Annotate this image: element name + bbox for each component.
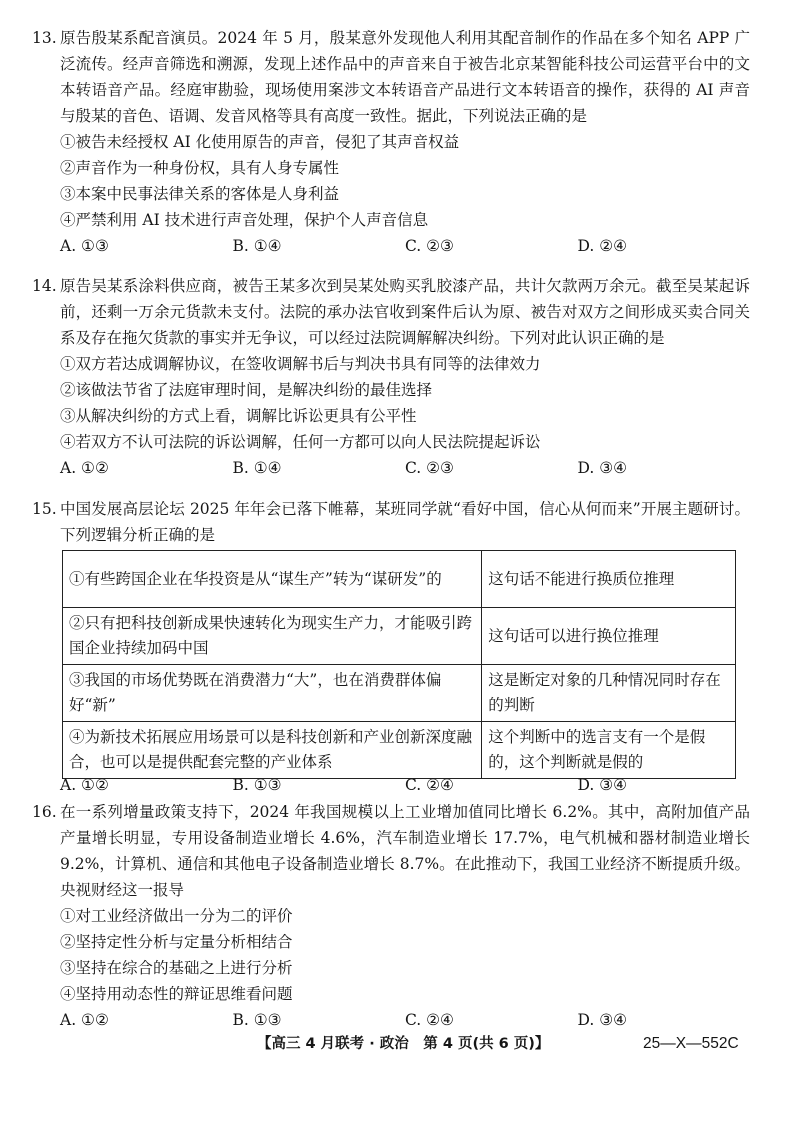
question-stem: 原告吴某系涂料供应商，被告王某多次到吴某处购买乳胶漆产品，共计欠款两万余元。截至吴某起诉前，还剩一万余元货款未支付。法院的承办法官收到案件后认为原、被告对双方之间形成买卖合同关系及存在拖欠货款的事实并无争议，可以经过法院调解解决纠纷。下列对此认识正确的是 <box>60 277 750 347</box>
statement-option: ④坚持用动态性的辩证思维看问题 <box>60 985 293 1003</box>
statement-option: ③本案中民事法律关系的客体是人身利益 <box>60 185 340 203</box>
question-stem: 在一系列增量政策支持下，2024 年我国规模以上工业增加值同比增长 6.2%。其中，高附加值产品产量增长明显，专用设备制造业增长 4.6%，汽车制造业增长 17.7%，电气机械和器材制造业增长 9.2%，计算机、通信和其他电子设备制造业增长 8.7%。在此推动下，我国工业经济不断提质升级。央视财经这一报导 <box>60 803 750 899</box>
table-cell-statement: ③我国的市场优势既在消费潜力“大”，也在消费群体偏好“新” <box>63 665 482 722</box>
table-cell-judgment: 这是断定对象的几种情况同时存在的判断 <box>482 665 736 722</box>
statement-option: ④若双方不认可法院的诉讼调解，任何一方都可以向人民法院提起诉讼 <box>60 433 541 451</box>
statement-option: ②坚持定性分析与定量分析相结合 <box>60 933 293 951</box>
table-cell-statement: ④为新技术拓展应用场景可以是科技创新和产业创新深度融合，也可以是提供配套完整的产业体系 <box>63 722 482 779</box>
table-cell-statement: ①有些跨国企业在华投资是从“谋生产”转为“谋研发”的 <box>63 551 482 608</box>
question-stem: 中国发展高层论坛 2025 年年会已落下帷幕，某班同学就“看好中国，信心从何而来”开展主题研讨。下列逻辑分析正确的是 <box>60 500 750 544</box>
choice-d: D. ③④ <box>577 1011 628 1029</box>
question-13 <box>32 25 750 259</box>
answer-choices <box>60 772 750 798</box>
table-cell-judgment: 这句话可以进行换位推理 <box>482 608 736 665</box>
table-row <box>63 608 736 665</box>
statement-option: ②该做法节省了法庭审理时间，是解决纠纷的最佳选择 <box>60 381 433 399</box>
statement-option: ④严禁利用 AI 技术进行声音处理，保护个人声音信息 <box>60 211 429 229</box>
choice-d: D. ②④ <box>577 237 628 255</box>
question-16 <box>32 799 750 1033</box>
question-number: 13. <box>32 29 57 47</box>
choice-a: A. ①③ <box>60 237 109 255</box>
statement-option: ①双方若达成调解协议，在签收调解书后与判决书具有同等的法律效力 <box>60 355 541 373</box>
choice-c: C. ②③ <box>405 237 454 255</box>
statement-option: ③从解决纠纷的方式上看，调解比诉讼更具有公平性 <box>60 407 417 425</box>
choice-c: C. ②④ <box>405 776 454 794</box>
table-row <box>63 665 736 722</box>
footer-page-info: 【高三 4 月联考 · 政治 第 4 页(共 6 页)】 <box>257 1036 550 1052</box>
question-stem: 原告殷某系配音演员。2024 年 5 月，殷某意外发现他人利用其配音制作的作品在多个知名 APP 广泛流传。经声音筛选和溯源，发现上述作品中的声音来自于被告北京某智能科技公司运营平台中的文本转语音产品。经庭审勘验，现场使用案涉文本转语音产品进行文本转语音的操作，获得的 AI 声音与殷某的音色、语调、发音风格等具有高度一致性。据此，下列说法正确的是 <box>60 29 750 125</box>
choice-d: D. ③④ <box>577 776 628 794</box>
question-15-choices-wrap <box>60 772 750 798</box>
table-cell-judgment: 这句话不能进行换质位推理 <box>482 551 736 608</box>
statement-option: ②声音作为一种身份权，具有人身专属性 <box>60 159 340 177</box>
question-number: 16. <box>32 803 57 821</box>
question-14 <box>32 273 750 481</box>
statement-option: ①对工业经济做出一分为二的评价 <box>60 907 293 925</box>
question-number: 15. <box>32 500 57 518</box>
choice-a: A. ①② <box>60 776 109 794</box>
choice-a: A. ①② <box>60 1011 109 1029</box>
choice-b: B. ①③ <box>232 1011 282 1029</box>
choice-d: D. ③④ <box>577 459 628 477</box>
logic-analysis-table <box>62 550 736 779</box>
table-row <box>63 722 736 779</box>
answer-choices <box>60 455 750 481</box>
table-row <box>63 551 736 608</box>
choice-b: B. ①④ <box>232 459 282 477</box>
question-15 <box>32 496 750 548</box>
choice-b: B. ①③ <box>232 776 282 794</box>
answer-choices <box>60 1007 750 1033</box>
statement-option: ①被告未经授权 AI 化使用原告的声音，侵犯了其声音权益 <box>60 133 460 151</box>
choice-a: A. ①② <box>60 459 109 477</box>
choice-c: C. ②③ <box>405 459 454 477</box>
question-number: 14. <box>32 277 57 295</box>
statement-option: ③坚持在综合的基础之上进行分析 <box>60 959 293 977</box>
choice-c: C. ②④ <box>405 1011 454 1029</box>
footer-exam-code: 25—X—552C <box>643 1035 739 1052</box>
answer-choices <box>60 233 750 259</box>
choice-b: B. ①④ <box>232 237 282 255</box>
table-cell-judgment: 这个判断中的选言支有一个是假的，这个判断就是假的 <box>482 722 736 779</box>
table-cell-statement: ②只有把科技创新成果快速转化为现实生产力，才能吸引跨国企业持续加码中国 <box>63 608 482 665</box>
